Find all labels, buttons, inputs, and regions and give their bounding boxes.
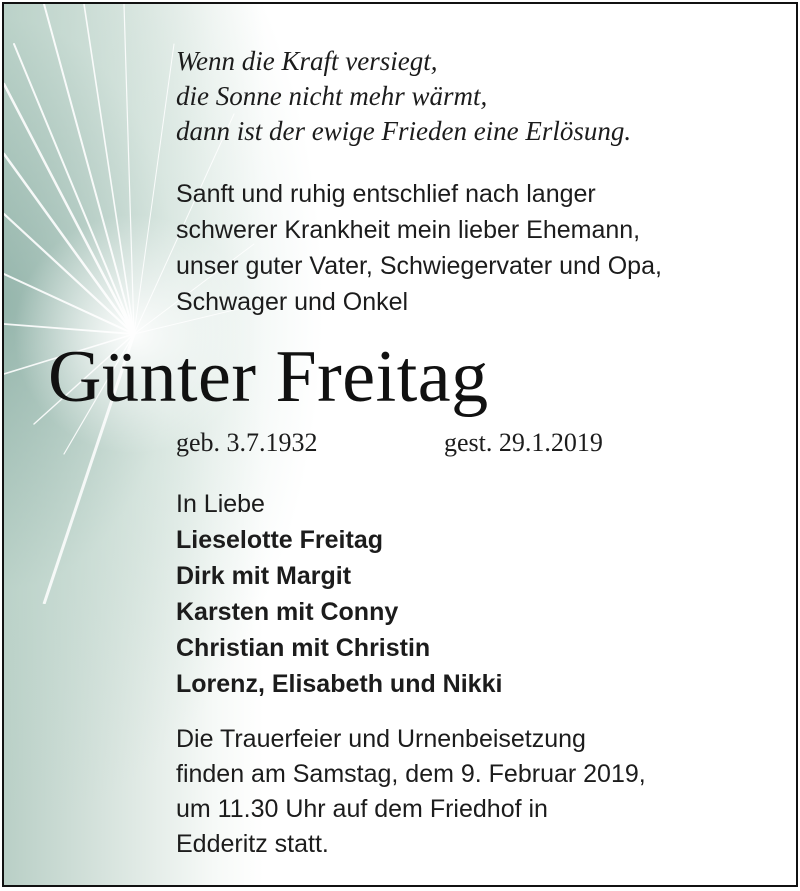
family-member: Lieselotte Freitag: [176, 526, 383, 554]
life-dates: [176, 426, 603, 460]
poem-line: Wenn die Kraft versiegt,: [176, 46, 438, 76]
intro-line: schwerer Krankheit mein lieber Ehemann,: [176, 216, 641, 244]
obituary-card: [2, 2, 798, 887]
birth-date: geb. 3.7.1932: [176, 428, 318, 457]
family-lead: In Liebe: [176, 490, 265, 518]
intro-line: unser guter Vater, Schwiegervater und Opa,: [176, 252, 662, 280]
family-list: [176, 486, 502, 702]
family-member: Christian mit Christin: [176, 634, 431, 662]
death-date: gest. 29.1.2019: [444, 428, 603, 457]
family-member: Karsten mit Conny: [176, 598, 399, 626]
poem: [176, 44, 631, 149]
family-member: Lorenz, Elisabeth und Nikki: [176, 670, 503, 698]
intro-line: Sanft und ruhig entschlief nach langer: [176, 180, 596, 208]
deceased-name: Günter Freitag: [48, 336, 489, 418]
service-line: Edderitz statt.: [176, 830, 329, 858]
poem-line: die Sonne nicht mehr wärmt,: [176, 81, 488, 111]
poem-line: dann ist der ewige Frieden eine Erlösung.: [176, 116, 632, 146]
intro-text: [176, 176, 662, 320]
service-info: [176, 722, 646, 862]
intro-line: Schwager und Onkel: [176, 288, 409, 316]
family-member: Dirk mit Margit: [176, 562, 352, 590]
service-line: Die Trauerfeier und Urnenbeisetzung: [176, 725, 586, 753]
service-line: um 11.30 Uhr auf dem Friedhof in: [176, 795, 548, 823]
service-line: finden am Samstag, dem 9. Februar 2019,: [176, 760, 646, 788]
